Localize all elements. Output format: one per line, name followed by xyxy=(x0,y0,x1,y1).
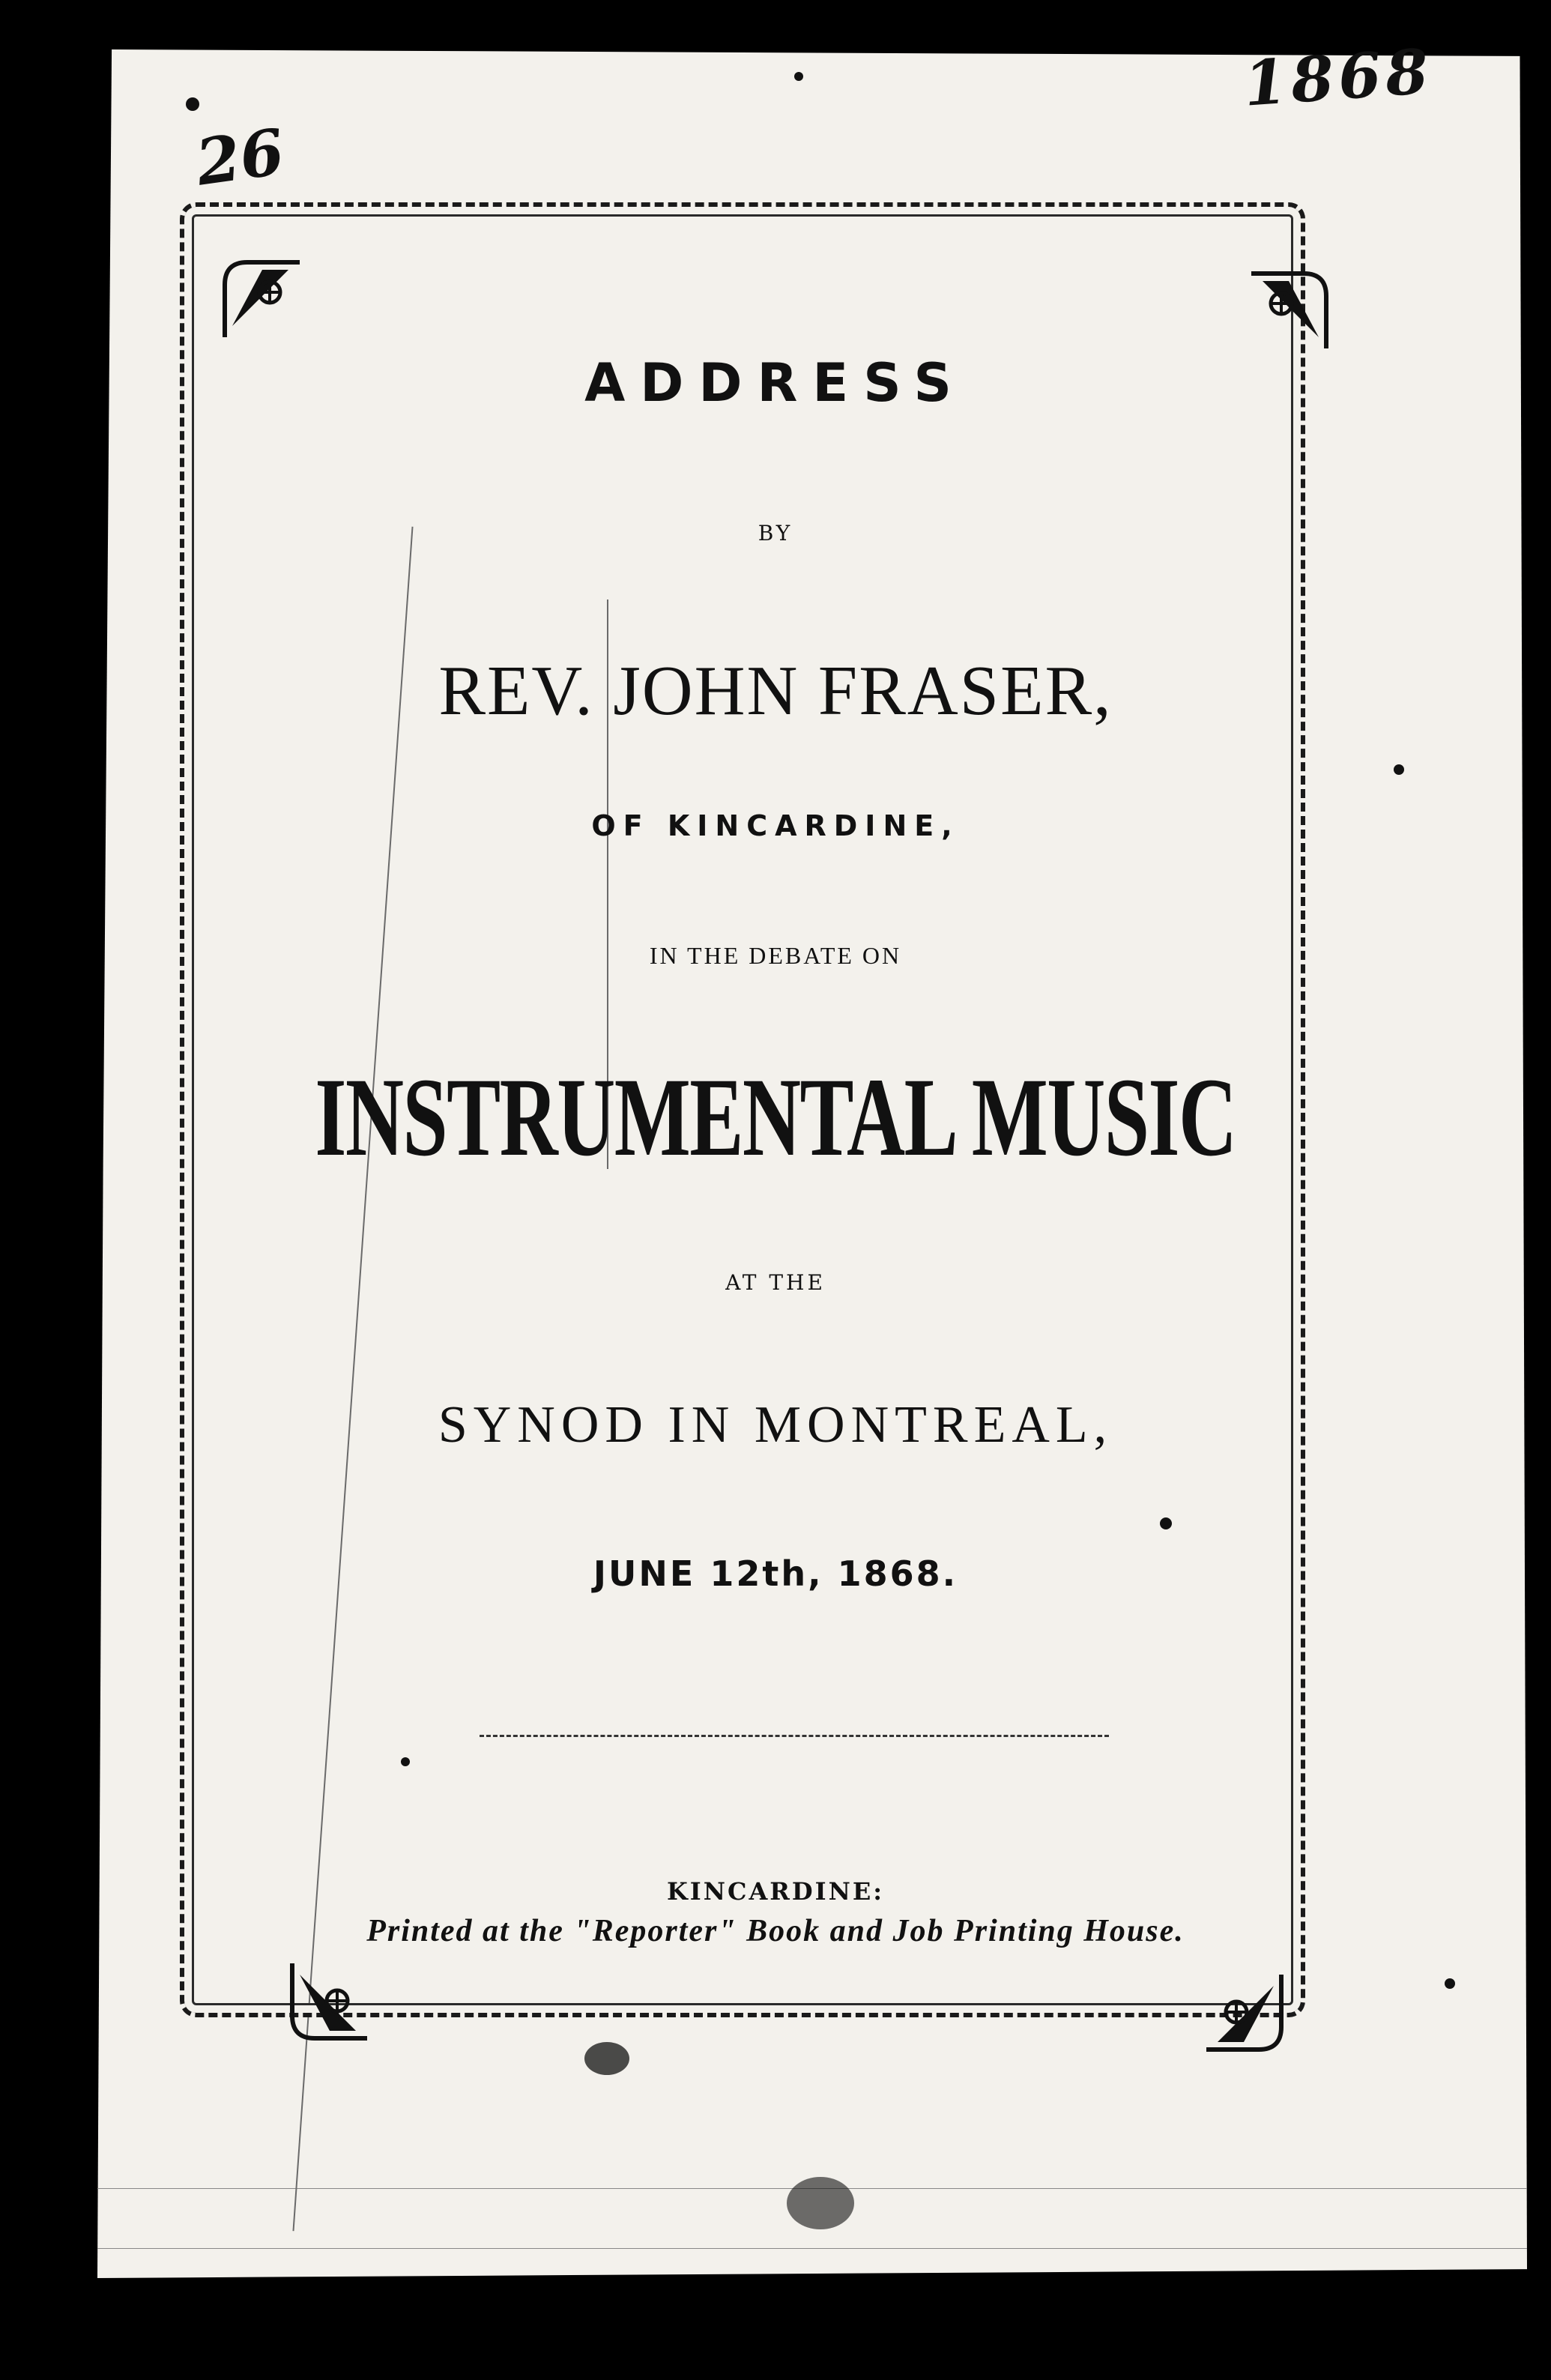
ink-blot xyxy=(787,2177,854,2229)
handwritten-year: 1868 xyxy=(1241,35,1436,121)
handwritten-number: 26 xyxy=(191,114,289,200)
corner-ornament-icon xyxy=(285,1956,375,2046)
imprint-printer: Printed at the "Reporter" Book and Job Printing House. xyxy=(366,1914,1185,1948)
author-place: OF KINCARDINE, xyxy=(591,809,960,842)
ink-blot xyxy=(584,2042,629,2075)
speck xyxy=(186,97,199,111)
at-the-line: AT THE xyxy=(725,1270,826,1295)
corner-ornament-icon xyxy=(1199,1967,1289,2057)
speck xyxy=(794,72,803,81)
speck xyxy=(1394,764,1404,775)
corner-ornament-icon xyxy=(1244,266,1334,356)
author-name: REV. JOHN FRASER, xyxy=(438,652,1113,730)
speck xyxy=(1445,1978,1455,1989)
by-line: BY xyxy=(758,521,793,546)
scan-line xyxy=(97,2248,1527,2249)
debate-line: IN THE DEBATE ON xyxy=(649,942,902,969)
synod-line: SYNOD IN MONTREAL, xyxy=(438,1396,1113,1454)
subject-title: INSTRUMENTAL MUSIC xyxy=(315,1055,1236,1180)
heading-address: ADDRESS xyxy=(584,352,967,414)
date-line: JUNE 12th, 1868. xyxy=(593,1553,958,1594)
divider-rule xyxy=(480,1735,1109,1737)
corner-ornament-icon xyxy=(217,255,307,345)
imprint-place: KINCARDINE: xyxy=(666,1877,885,1906)
